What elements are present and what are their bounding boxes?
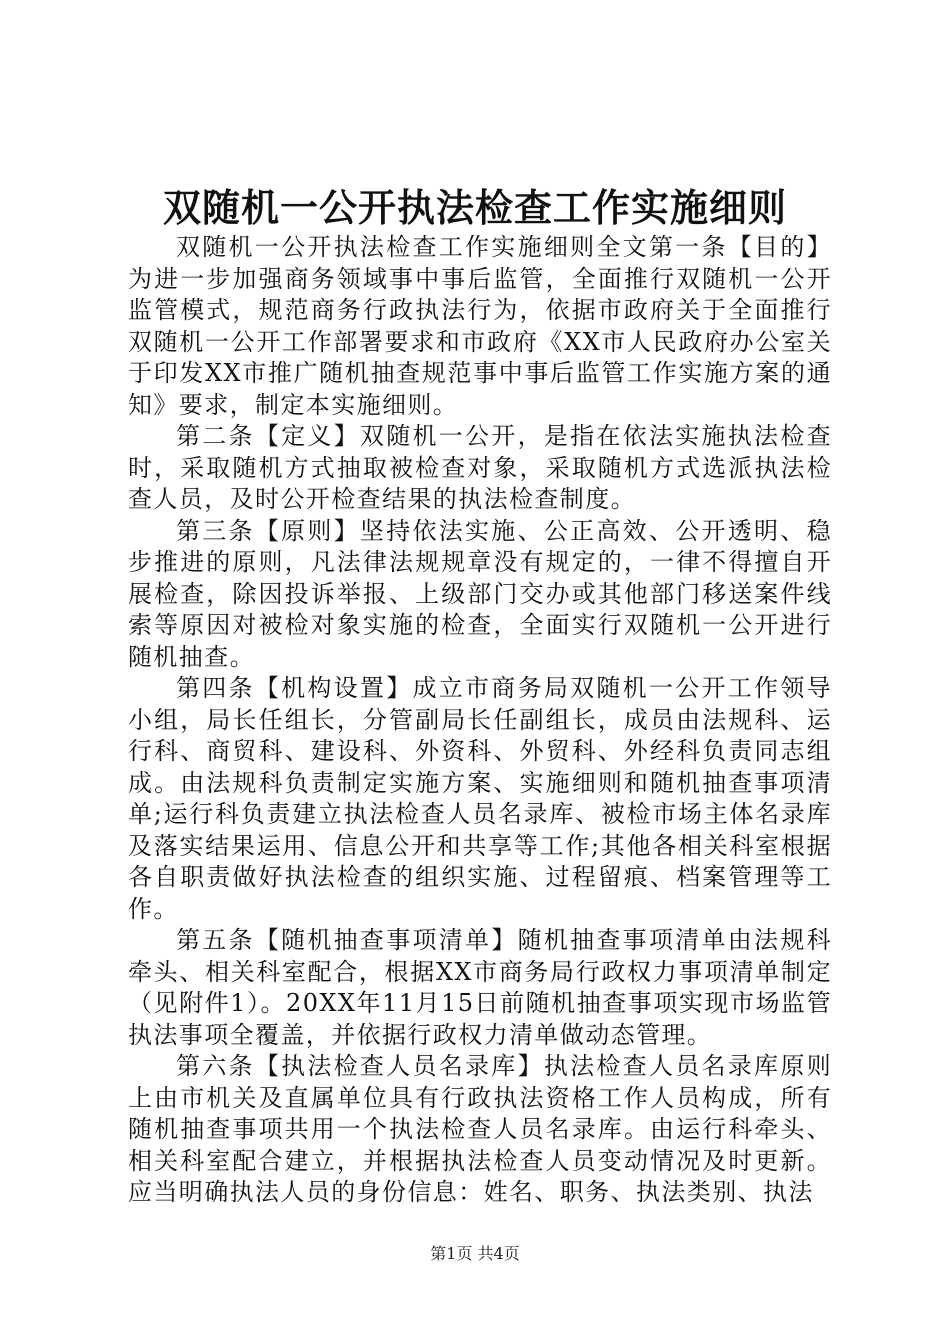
paragraph-article-4: 第四条【机构设置】成立市商务局双随机一公开工作领导小组，局长任组长，分管副局长任副组长，成员由法规科、运行科、商贸科、建设科、外资科、外贸科、外经科负责同志组成。由法规科负责制定实施方案、实施细则和随机抽查事项清单;运行科负责建立执法检查人员名录库、被检市场主体名录库及落实结果运用、信息公开和共享等工作;其他各相关科室根据各自职责做好执法检查的组织实施、过程留痕、档案管理等工作。 [128, 674, 832, 923]
document-body [128, 232, 832, 1209]
page-number-footer: 第1页 共4页 [430, 1244, 520, 1263]
paragraph-article-3: 第三条【原则】坚持依法实施、公正高效、公开透明、稳步推进的原则，凡法律法规规章没有规定的，一律不得擅自开展检查，除因投诉举报、上级部门交办或其他部门移送案件线索等原因对被检对象实施的检查，全面实行双随机一公开进行随机抽查。 [128, 516, 832, 671]
paragraph-article-2: 第二条【定义】双随机一公开，是指在依法实施执法检查时，采取随机方式抽取被检查对象，采取随机方式选派执法检查人员，及时公开检查结果的执法检查制度。 [128, 422, 832, 513]
paragraph-article-6: 第六条【执法检查人员名录库】执法检查人员名录库原则上由市机关及直属单位具有行政执法资格工作人员构成，所有随机抽查事项共用一个执法检查人员名录库。由运行科牵头、相关科室配合建立，并根据执法检查人员变动情况及时更新。应当明确执法人员的身份信息：姓名、职务、执法类别、执法 [128, 1052, 832, 1206]
paragraph-article-5: 第五条【随机抽查事项清单】随机抽查事项清单由法规科牵头、相关科室配合，根据XX市商务局行政权力事项清单制定（见附件1）。20XX年11月15日前随机抽查事项实现市场监管执法事项全覆盖，并依据行政权力清单做动态管理。 [128, 926, 832, 1049]
document-title: 双随机一公开执法检查工作实施细则 [162, 185, 787, 230]
paragraph-article-1: 双随机一公开执法检查工作实施细则全文第一条【目的】为进一步加强商务领域事中事后监管，全面推行双随机一公开监管模式，规范商务行政执法行为，依据市政府关于全面推行双随机一公开工作部署要求和市政府《XX市人民政府办公室关于印发XX市推广随机抽查规范事中事后监管工作实施方案的通知》要求，制定本实施细则。 [128, 233, 832, 419]
